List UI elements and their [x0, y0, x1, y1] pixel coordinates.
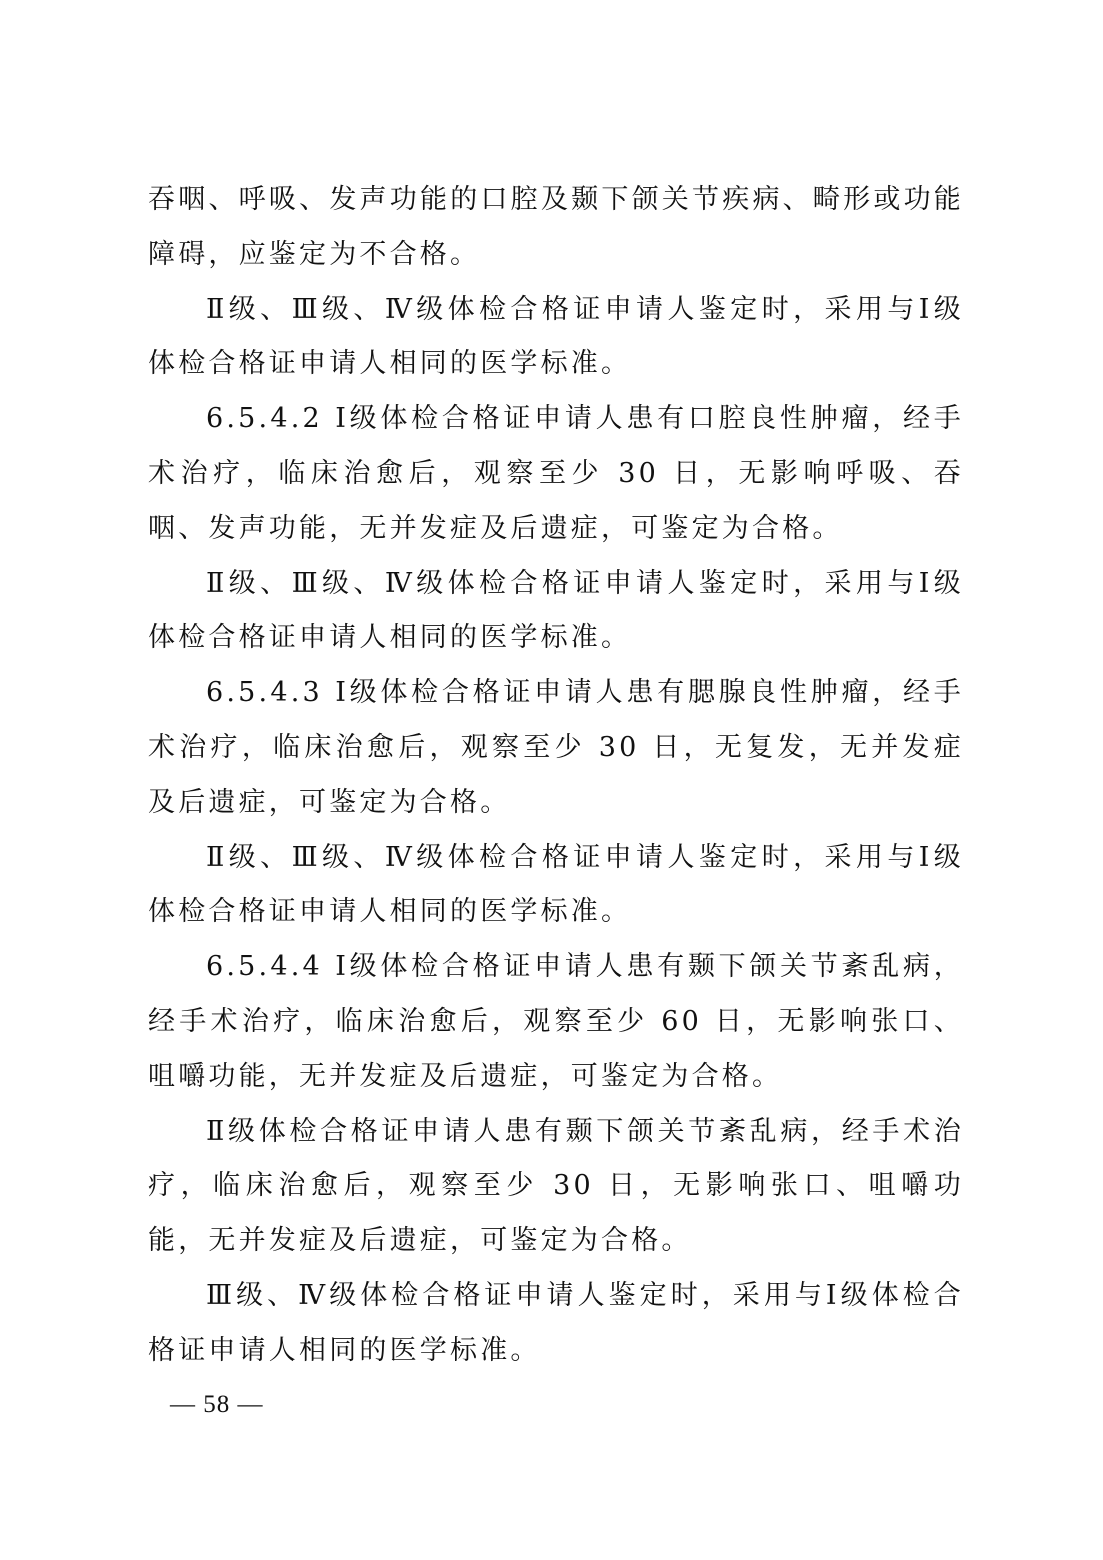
paragraph-grade-2-4-same-standard: Ⅱ级、Ⅲ级、Ⅳ级体检合格证申请人鉴定时，采用与Ⅰ级体检合格证申请人相同的医学标准。	[148, 293, 964, 380]
paragraph-grade-2-4-same-standard: Ⅱ级、Ⅲ级、Ⅳ级体检合格证申请人鉴定时，采用与Ⅰ级体检合格证申请人相同的医学标准。	[148, 567, 964, 654]
paragraph-grade-2-tmj: Ⅱ级体检合格证申请人患有颞下颌关节紊乱病，经手术治疗，临床治愈后，观察至少 30 日，无影响张口、咀嚼功能，无并发症及后遗症，可鉴定为合格。	[148, 1115, 964, 1257]
paragraph-6-5-4-4: 6.5.4.4 Ⅰ级体检合格证申请人患有颞下颌关节紊乱病，经手术治疗，临床治愈后，观察至少 60 日，无影响张口、咀嚼功能，无并发症及后遗症，可鉴定为合格。	[148, 951, 964, 1092]
paragraph-continuation: 吞咽、呼吸、发声功能的口腔及颞下颌关节疾病、畸形或功能障碍，应鉴定为不合格。	[148, 184, 964, 270]
paragraph-grade-2-4-same-standard: Ⅱ级、Ⅲ级、Ⅳ级体检合格证申请人鉴定时，采用与Ⅰ级体检合格证申请人相同的医学标准。	[148, 841, 964, 928]
body-text	[148, 173, 964, 1379]
paragraph-grade-3-4-same-standard: Ⅲ级、Ⅳ级体检合格证申请人鉴定时，采用与Ⅰ级体检合格证申请人相同的医学标准。	[148, 1279, 964, 1366]
page-number: — 58 —	[170, 1391, 264, 1418]
paragraph-6-5-4-2: 6.5.4.2 Ⅰ级体检合格证申请人患有口腔良性肿瘤，经手术治疗，临床治愈后，观察至少 30 日，无影响呼吸、吞咽、发声功能，无并发症及后遗症，可鉴定为合格。	[148, 403, 964, 544]
paragraph-6-5-4-3: 6.5.4.3 Ⅰ级体检合格证申请人患有腮腺良性肿瘤，经手术治疗，临床治愈后，观察至少 30 日，无复发，无并发症及后遗症，可鉴定为合格。	[148, 677, 964, 818]
